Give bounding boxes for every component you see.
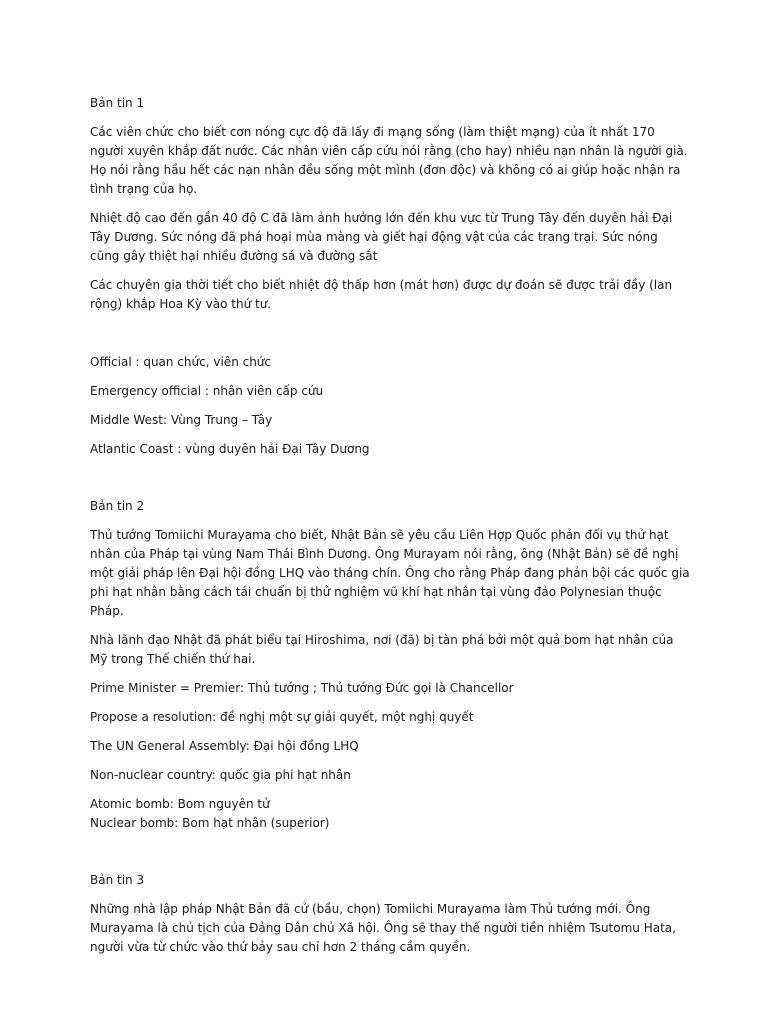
- vocab-item: Non-nuclear country: quốc gia phi hạt nhân: [90, 768, 351, 782]
- section-1-paragraph: Nhiệt độ cao đến gần 40 độ C đã làm ảnh hưởng lớn đến khu vực từ Trung Tây đến duyên hải Đại Tây Dương. Sức nóng đã phá hoại mùa màng và giết hại động vật của các trang trại. Sức nóng cũng gây thiệt hại nhiều đường sá và đường sắt: [90, 211, 673, 263]
- section-2-title: Bản tin 2: [90, 499, 145, 513]
- vocab-item: Atlantic Coast : vùng duyên hải Đại Tây Dương: [90, 442, 370, 456]
- vocab-item: Prime Minister = Premier: Thủ tướng ; Thủ tướng Đức gọi là Chancellor: [90, 681, 514, 695]
- document-page: [90, 94, 690, 967]
- spacer: [90, 324, 690, 353]
- vocab-item: Emergency official : nhân viên cấp cứu: [90, 384, 324, 398]
- bomb-vocab-block: [90, 795, 690, 833]
- section-3-title: Bản tin 3: [90, 873, 145, 887]
- section-1-title: Bản tin 1: [90, 96, 145, 110]
- spacer: [90, 843, 690, 871]
- section-2-paragraph: Thủ tướng Tomiichi Murayama cho biết, Nhật Bản sẽ yêu cầu Liên Hợp Quốc phản đối vụ thử hạt nhân của Pháp tại vùng Nam Thái Bình Dương. Ông Murayam nói rằng, ông (Nhật Bản) sẽ đề nghị một giải pháp lên Đại hội đồng LHQ vào tháng chín. Ông cho rằng Pháp đang phản bội các quốc gia phi hạt nhân bằng cách tái chuẩn bị thử nghiệm vũ khí hạt nhân tại vùng đảo Polynesian thuộc Pháp.: [90, 528, 690, 618]
- spacer: [90, 469, 690, 497]
- vocab-item: Official : quan chức, viên chức: [90, 355, 272, 369]
- vocab-item: Propose a resolution: đề nghị một sự giải quyết, một nghị quyết: [90, 710, 474, 724]
- section-1-paragraph: Các viên chức cho biết cơn nóng cực độ đã lấy đi mạng sống (làm thiệt mạng) của ít nhất 170 người xuyên khắp đất nước. Các nhân viên cấp cứu nói rằng (cho hay) nhiều nạn nhân là người già. Họ nói rằng hầu hết các nạn nhân đều sống một mình (đơn độc) và không có ai giúp hoặc nhận ra tình trạng của họ.: [90, 125, 688, 196]
- vocab-item: The UN General Assembly: Đại hội đồng LHQ: [90, 739, 359, 753]
- section-1-paragraph: Các chuyên gia thời tiết cho biết nhiệt độ thấp hơn (mát hơn) được dự đoán sẽ được trải đầy (lan rộng) khắp Hoa Kỳ vào thứ tư.: [90, 278, 673, 311]
- section-3-paragraph: Những nhà lập pháp Nhật Bản đã cử (bầu, chọn) Tomiichi Murayama làm Thủ tướng mới. Ông Murayama là chủ tịch của Đảng Dân chủ Xã hội. Ông sẽ thay thế người tiền nhiệm Tsutomu Hata, người vừa từ chức vào thứ bảy sau chỉ hơn 2 tháng cầm quyền.: [90, 902, 676, 954]
- vocab-item: Middle West: Vùng Trung – Tây: [90, 413, 273, 427]
- section-2-paragraph: Nhà lãnh đạo Nhật đã phát biểu tại Hiroshima, nơi (đã) bị tàn phá bởi một quả bom hạt nhân của Mỹ trong Thế chiến thứ hai.: [90, 633, 674, 666]
- vocab-item: Nuclear bomb: Bom hạt nhân (superior): [90, 816, 330, 830]
- vocab-item: Atomic bomb: Bom nguyên tử: [90, 797, 270, 811]
